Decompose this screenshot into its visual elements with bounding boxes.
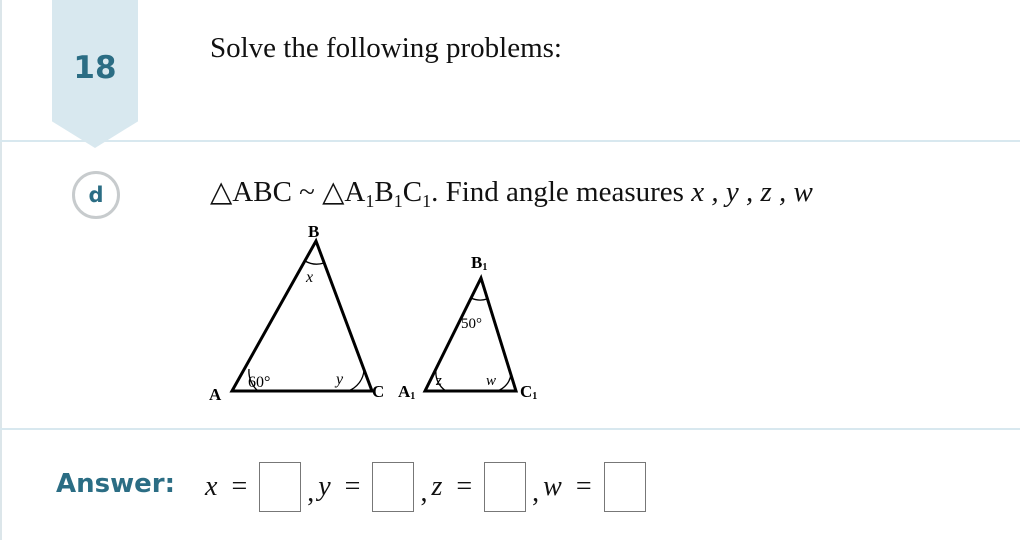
angle-c-variable: y — [336, 371, 344, 388]
answer-row — [205, 459, 646, 515]
problem-statement — [210, 174, 813, 209]
angle-b-arc — [305, 261, 324, 264]
angle-a1-variable: z — [436, 373, 442, 389]
x-variable: x — [205, 471, 218, 502]
statement-text: . Find angle measures — [431, 176, 692, 208]
vertex-b1-label: B1 — [471, 253, 488, 273]
y-answer-input[interactable] — [372, 462, 414, 512]
equals-sign: = — [231, 471, 248, 502]
z-variable: z — [431, 471, 443, 502]
statement-text: C — [402, 176, 423, 208]
equals-sign: = — [575, 471, 592, 502]
vertex-c1-label: C1 — [520, 382, 538, 402]
equals-sign: = — [344, 471, 361, 502]
x-answer-input[interactable] — [259, 462, 301, 512]
problem-number: 18 — [73, 50, 117, 86]
statement-variables: x , y , z , w — [691, 176, 813, 208]
statement-text: △ABC ~ △A — [210, 176, 366, 208]
y-variable: y — [318, 471, 331, 502]
triangle-abc-outline — [232, 241, 372, 391]
triangle-abc — [209, 222, 384, 404]
comma: , — [420, 477, 428, 508]
comma: , — [532, 477, 540, 508]
angle-c1-arc — [497, 374, 511, 391]
statement-subscript: 1 — [365, 191, 375, 211]
vertex-a-label: A — [209, 385, 222, 404]
w-answer-input[interactable] — [604, 462, 646, 512]
angle-b-variable: x — [306, 269, 314, 286]
vertex-b-label: B — [308, 222, 320, 241]
part-letter: d — [88, 183, 104, 207]
problem-title: Solve the following problems: — [210, 32, 562, 64]
divider-top — [0, 140, 1020, 142]
angle-b1-arc — [471, 298, 487, 300]
angle-a-value: 60° — [248, 374, 271, 391]
triangle-a1b1c1 — [398, 253, 537, 402]
w-variable: w — [543, 471, 562, 502]
divider-bottom — [0, 428, 1020, 430]
part-label — [72, 171, 120, 219]
comma: , — [307, 477, 315, 508]
answer-label: Answer: — [56, 469, 175, 499]
angle-c-arc — [348, 370, 364, 391]
statement-subscript: 1 — [422, 191, 432, 211]
angle-c1-variable: w — [486, 373, 497, 389]
equals-sign: = — [456, 471, 473, 502]
vertex-c-label: C — [372, 382, 385, 401]
similar-triangles-figure — [200, 218, 560, 410]
statement-text: B — [374, 176, 394, 208]
vertex-a1-label: A1 — [398, 382, 416, 402]
z-answer-input[interactable] — [484, 462, 526, 512]
statement-subscript: 1 — [393, 191, 403, 211]
angle-b1-value: 50° — [461, 316, 482, 332]
